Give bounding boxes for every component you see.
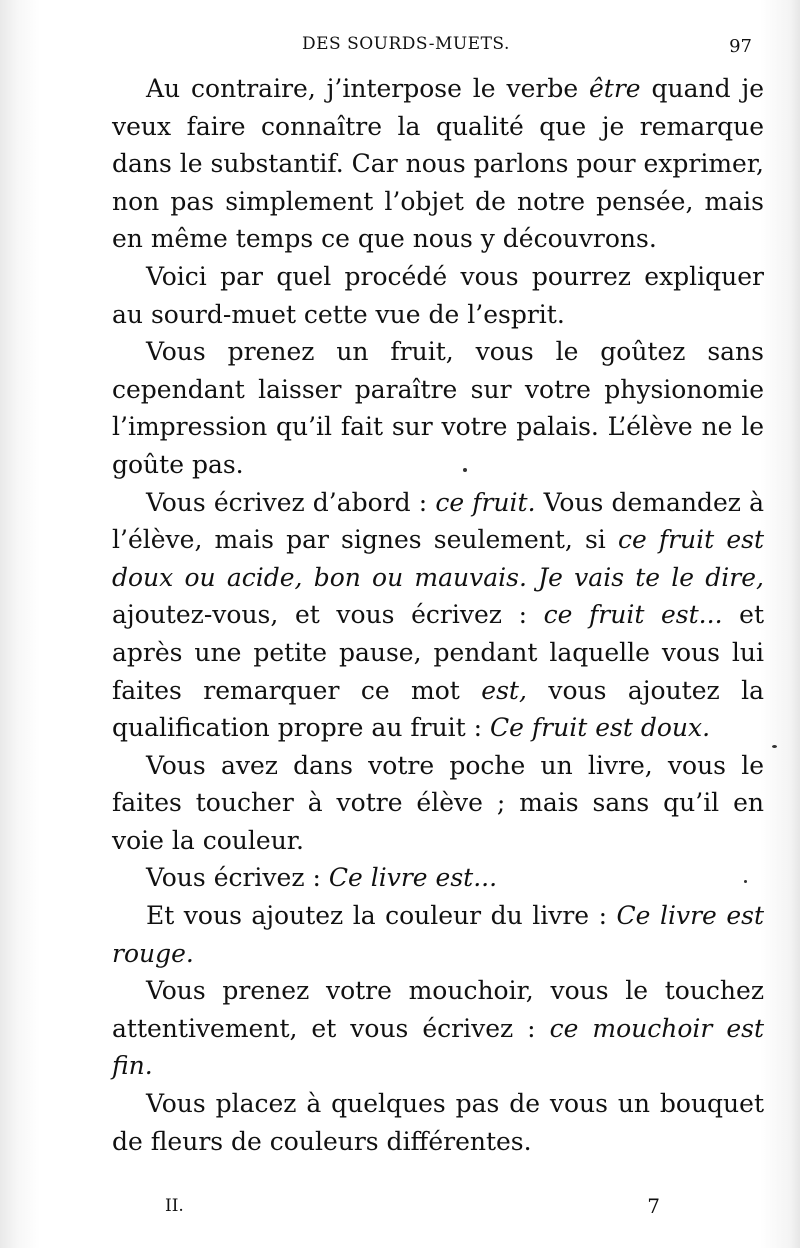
signature-mark: II. <box>165 1196 184 1216</box>
paragraph <box>112 333 764 483</box>
italic-run: est, <box>481 675 527 705</box>
italic-run: Ce fruit est doux. <box>490 713 711 743</box>
paragraph <box>112 972 764 1085</box>
italic-run: ce fruit. <box>435 487 536 517</box>
page-header <box>120 34 752 68</box>
italic-run: ce fruit est... <box>543 600 723 630</box>
text-run: Voici par quel procédé vous pourrez expliquer au sourd-muet cette vue de l’esprit. <box>112 261 764 329</box>
paragraph <box>112 859 764 897</box>
paragraph <box>112 484 764 747</box>
paragraph <box>112 897 764 972</box>
ink-speck <box>772 745 777 748</box>
text-run: Vous placez à quelques pas de vous un bouquet de fleurs de couleurs différentes. <box>112 1089 764 1156</box>
text-run: et après une petite pause, pendant laquelle vous lui faites remarquer ce mot <box>112 600 764 705</box>
page-number: 97 <box>729 36 752 57</box>
sheet-number: 7 <box>647 1194 660 1218</box>
ink-speck <box>744 880 747 883</box>
ink-speck <box>463 468 467 472</box>
paragraph <box>112 258 764 333</box>
text-run: Vous demandez à l’élève, mais par signes seulement, si <box>112 487 764 555</box>
text-run: Vous écrivez : <box>146 863 329 893</box>
text-run: Vous prenez un fruit, vous le goûtez sans cependant laisser paraître sur votre physionomie l’impression qu’il fait sur votre palais. L’élève ne le goûte pas. <box>112 337 764 479</box>
text-run: Vous avez dans votre poche un livre, vous le faites toucher à votre élève ; mais sans qu’il en voie la couleur. <box>112 750 764 855</box>
text-run: ajoutez-vous, et vous écrivez : <box>112 600 544 630</box>
text-run: Vous écrivez d’abord : <box>146 487 436 517</box>
text-run: Vous prenez votre mouchoir, vous le touchez attentivement, et vous écrivez : <box>112 976 764 1043</box>
page-footer <box>165 1196 660 1226</box>
paragraph <box>112 747 764 860</box>
text-run: Et vous ajoutez la couleur du livre : <box>146 901 617 931</box>
text-run: quand je veux faire connaître la qualité que je remarque dans le substantif. Car nous parlons pour exprimer, non pas simplement l’objet de notre pensée, mais en même temps ce que nous y découvrons. <box>112 74 765 254</box>
italic-run: ce fruit est doux ou acide, bon ou mauvais. Je vais te le dire, <box>112 525 765 592</box>
paragraph <box>112 70 764 258</box>
italic-run: être <box>589 74 641 103</box>
text-run: Au contraire, j’interpose le verbe <box>146 74 589 103</box>
italic-run: Ce livre est... <box>328 863 498 893</box>
text-run: vous ajoutez la qualification propre au fruit : <box>112 675 765 743</box>
italic-run: ce mouchoir est fin. <box>112 1013 764 1081</box>
running-head: DES SOURDS-MUETS. <box>302 34 510 54</box>
italic-run: Ce livre est rouge. <box>112 901 764 968</box>
paragraph <box>112 1085 764 1160</box>
body-text <box>112 70 764 1160</box>
